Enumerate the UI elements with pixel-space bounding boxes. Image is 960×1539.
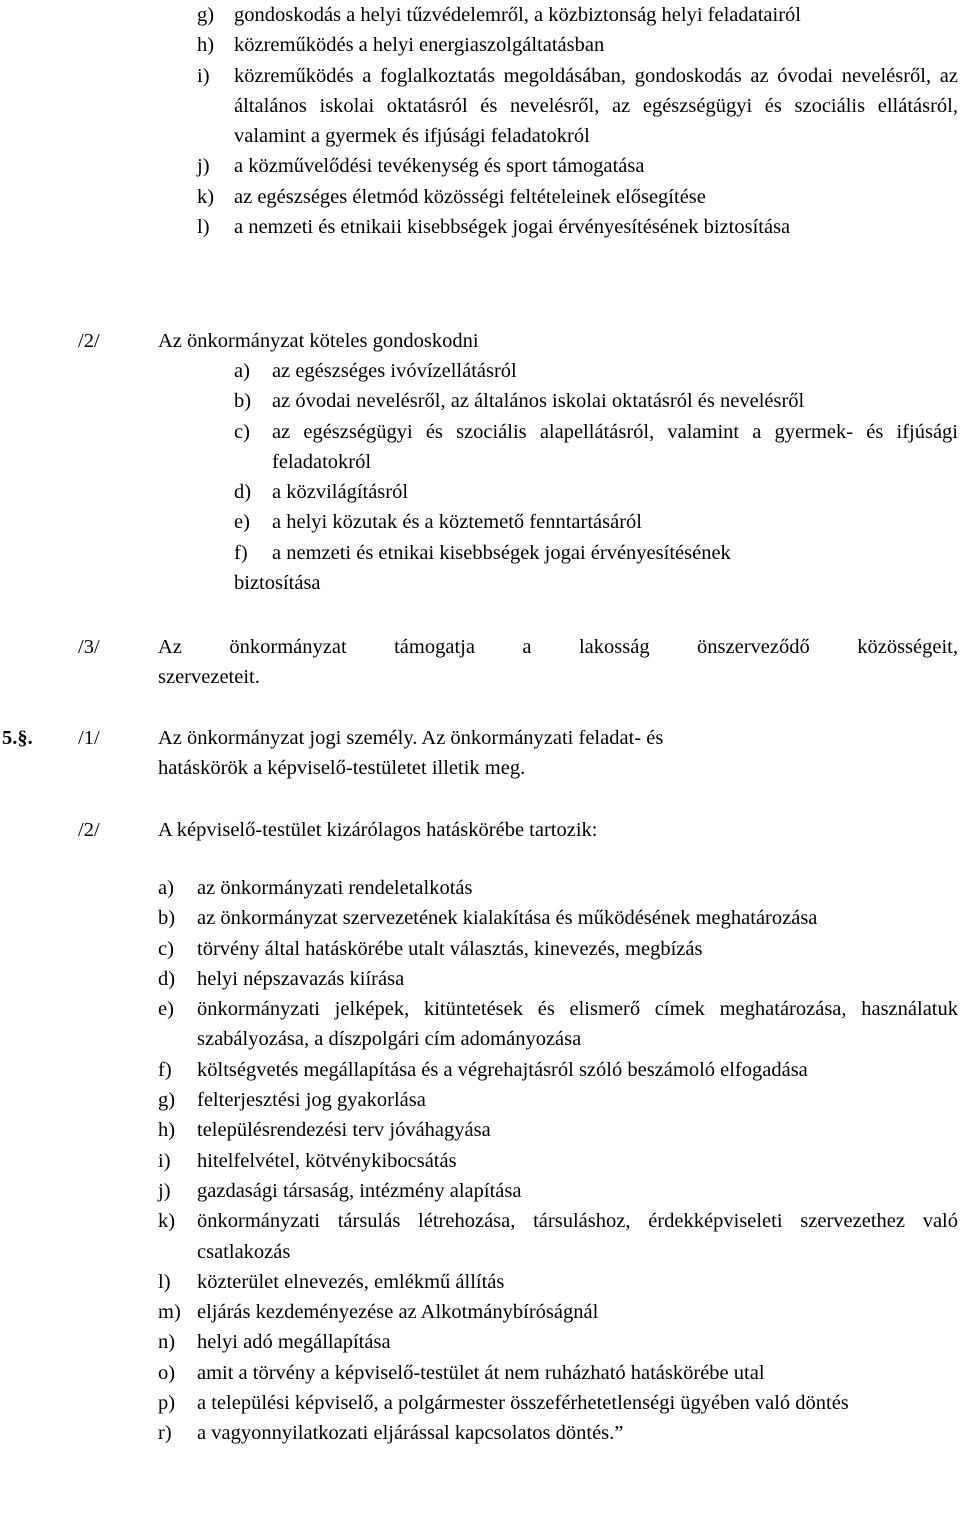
list-item: [158, 1085, 958, 1115]
item-trailing-text: biztosítása: [234, 572, 321, 595]
item-label: d): [158, 967, 176, 990]
item-label: n): [158, 1331, 176, 1354]
paragraph-number: /2/: [78, 819, 100, 841]
list-item: [158, 1358, 958, 1388]
list-item: [197, 0, 958, 30]
item-text: az óvodai nevelésről, az általános iskolai oktatásról és nevelésről: [272, 390, 805, 413]
section-5-items: [158, 873, 958, 1449]
paragraph-number: /1/: [78, 727, 100, 749]
item-label: i): [197, 64, 210, 87]
item-text: a nemzeti és etnikaii kisebbségek jogai érvényesítésének biztosítása: [234, 216, 791, 239]
item-label: a): [158, 877, 174, 899]
list-item: [197, 151, 958, 181]
item-label: g): [158, 1089, 176, 1112]
list-item: [158, 1388, 958, 1418]
item-text: a vagyonnyilatkozati eljárással kapcsolatos döntés.”: [197, 1422, 624, 1445]
item-label: b): [158, 907, 176, 930]
list-item: [234, 417, 958, 478]
list-item: [158, 903, 958, 933]
item-text: gazdasági társaság, intézmény alapítása: [197, 1179, 522, 1202]
item-text: az egészségügyi és szociális alapellátásról, valamint a gyermek- és ifjúsági feladatokról: [272, 420, 958, 473]
list-item: [197, 30, 958, 60]
item-label: j): [158, 1179, 171, 1202]
list-item: [158, 1176, 958, 1206]
paragraph-text-line: Az önkormányzat jogi személy. Az önkormányzati feladat- és: [158, 727, 664, 749]
list-item: [158, 1418, 958, 1448]
section-number: 5.§.: [2, 727, 33, 749]
item-label: i): [158, 1149, 171, 1172]
section-5-paragraph-2: [78, 815, 958, 845]
item-text: gondoskodás a helyi tűzvédelemről, a közbiztonság helyi feladatairól: [234, 4, 801, 26]
paragraph-text-line: szervezeteit.: [158, 666, 260, 689]
item-label: f): [234, 541, 248, 564]
list-item: [234, 477, 958, 507]
item-label: l): [197, 216, 210, 239]
item-text: közreműködés a foglalkoztatás megoldásában, gondoskodás az óvodai nevelésről, az általános iskolai oktatásról és nevelésről, az egészségügyi és szociális ellátásról, valamint a gyermek és ifjúsági feladatokról: [234, 64, 958, 148]
item-label: c): [158, 937, 174, 960]
paragraph-number: /3/: [78, 636, 100, 658]
item-label: e): [234, 511, 250, 534]
list-item: [158, 964, 958, 994]
list-item: [234, 538, 958, 568]
item-text: felterjesztési jog gyakorlása: [197, 1089, 426, 1112]
item-label: r): [158, 1422, 172, 1445]
item-label: f): [158, 1058, 172, 1081]
item-label: p): [158, 1392, 176, 1415]
item-text: önkormányzati társulás létrehozása, társuláshoz, érdekképviseleti szervezethez való csatlakozás: [197, 1210, 958, 1263]
item-label: k): [197, 185, 215, 208]
list-item: [234, 356, 958, 386]
item-text: közterület elnevezés, emlékmű állítás: [197, 1270, 505, 1293]
list-item: [158, 1206, 958, 1267]
item-text: a nemzeti és etnikai kisebbségek jogai érvényesítésének: [272, 541, 731, 564]
item-text: településrendezési terv jóváhagyása: [197, 1119, 491, 1142]
item-text: az önkormányzat szervezetének kialakítása és működésének meghatározása: [197, 907, 818, 930]
item-label: d): [234, 481, 252, 504]
item-label: l): [158, 1270, 171, 1293]
item-text: törvény által hatáskörébe utalt választás, kinevezés, megbízás: [197, 937, 703, 960]
item-label: m): [158, 1301, 181, 1324]
item-text: helyi adó megállapítása: [197, 1331, 391, 1354]
item-text: amit a törvény a képviselő-testület át nem ruházható hatáskörébe utal: [197, 1361, 765, 1384]
item-text: az önkormányzati rendeletalkotás: [197, 877, 473, 899]
item-label: h): [158, 1119, 176, 1142]
list-item: [158, 1055, 958, 1085]
item-text: hitelfelvétel, kötvénykibocsátás: [197, 1149, 457, 1172]
list-item: [158, 934, 958, 964]
paragraph-number: /2/: [78, 330, 100, 352]
item-label: c): [234, 420, 250, 443]
item-text: a közvilágításról: [272, 481, 409, 504]
list-item: [197, 182, 958, 212]
list-item: [158, 994, 958, 1055]
item-text: az egészséges életmód közösségi feltételeinek elősegítése: [234, 185, 706, 208]
paragraph-text-line: Az önkormányzat támogatja a lakosság önszerveződő közösségeit,: [158, 636, 958, 658]
item-label: g): [197, 4, 215, 26]
list-item: [158, 1115, 958, 1145]
item-text: közreműködés a helyi energiaszolgáltatásban: [234, 34, 605, 57]
list-item: [197, 61, 958, 152]
paragraph-text-line: hatáskörök a képviselő-testületet illetik meg.: [158, 757, 526, 780]
item-text: eljárás kezdeményezése az Alkotmánybíróságnál: [197, 1301, 599, 1324]
list-item: [158, 1267, 958, 1297]
paragraph-3: [78, 632, 958, 693]
item-label: j): [197, 155, 210, 178]
item-text: önkormányzati jelképek, kitüntetések és elismerő címek meghatározása, használatuk szabályozása, a díszpolgári cím adományozása: [197, 998, 958, 1051]
item-text: a helyi közutak és a köztemető fenntartásáról: [272, 511, 642, 534]
paragraph-2: [78, 326, 958, 356]
list-item: [197, 212, 958, 242]
list-item: [158, 873, 958, 903]
list-g-to-l: [197, 0, 958, 242]
item-label: a): [234, 360, 250, 382]
paragraph-text: A képviselő-testület kizárólagos hatáskörébe tartozik:: [158, 819, 598, 841]
paragraph-2-items: [234, 356, 958, 598]
item-text: az egészséges ivóvízellátásról: [272, 360, 517, 382]
item-label: b): [234, 390, 252, 413]
section-5: [2, 723, 958, 784]
item-label: k): [158, 1210, 176, 1233]
item-text: helyi népszavazás kiírása: [197, 967, 405, 990]
item-label: h): [197, 34, 215, 57]
item-text: a települési képviselő, a polgármester összeférhetetlenségi ügyében való döntés: [197, 1392, 849, 1415]
item-label: o): [158, 1361, 176, 1384]
list-item: [234, 386, 958, 416]
item-label: e): [158, 998, 174, 1021]
list-item: [158, 1297, 958, 1327]
list-item: [234, 507, 958, 537]
item-text: a közművelődési tevékenység és sport támogatása: [234, 155, 645, 178]
item-text: költségvetés megállapítása és a végrehajtásról szóló beszámoló elfogadása: [197, 1058, 808, 1081]
list-item: [158, 1146, 958, 1176]
paragraph-text: Az önkormányzat köteles gondoskodni: [158, 330, 479, 352]
list-item: [158, 1327, 958, 1357]
